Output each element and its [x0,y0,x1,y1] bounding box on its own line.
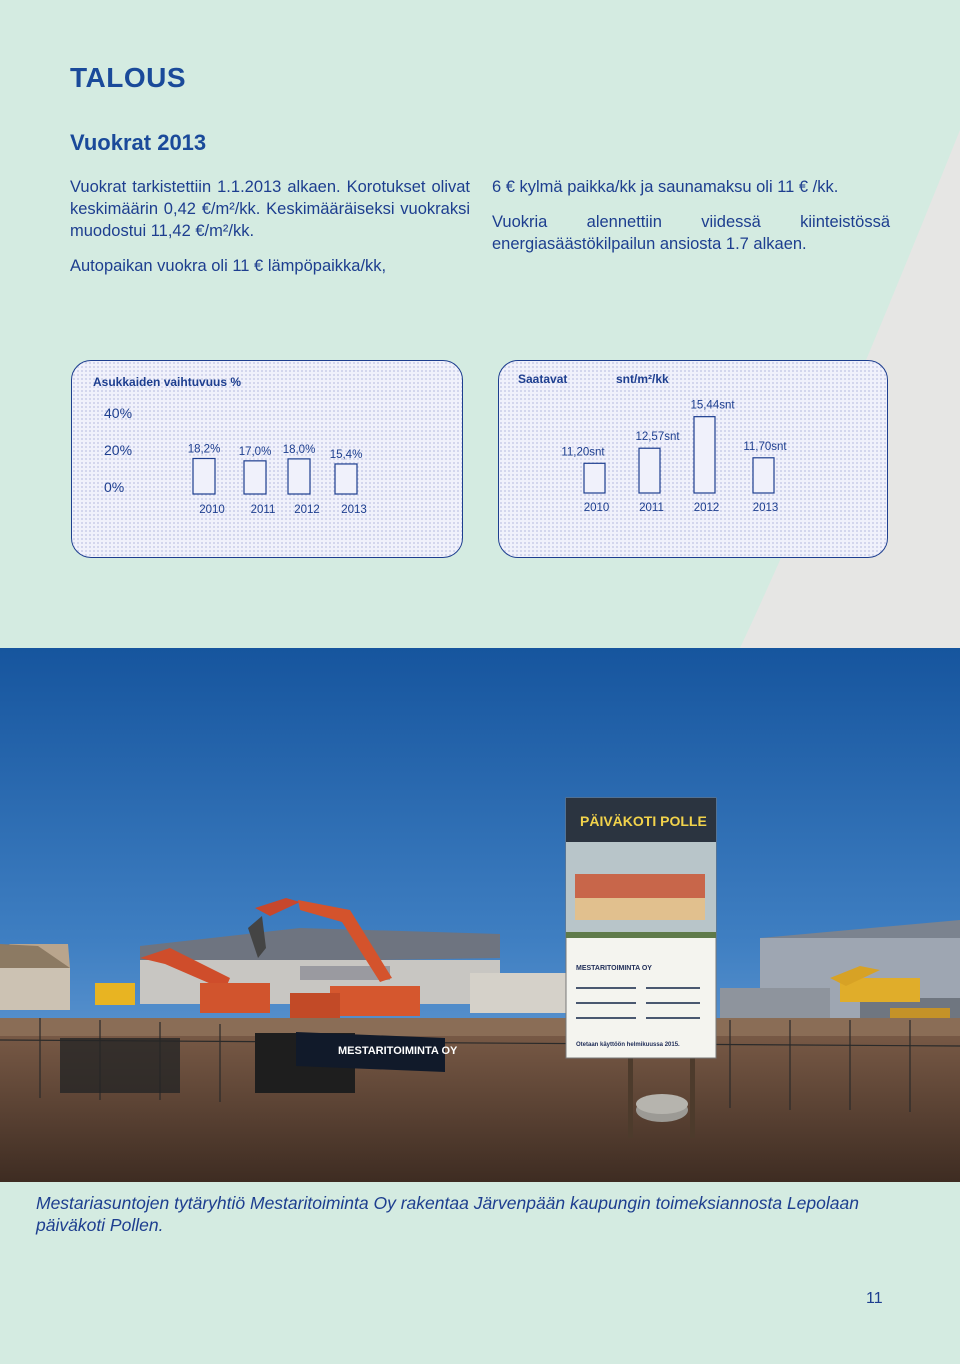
section-title: TALOUS [70,62,187,93]
banner-text: MESTARITOIMINTA OY [338,1045,458,1057]
y-tick-label: 20% [104,442,133,458]
x-tick-label: 2010 [583,502,610,514]
sign-footer: Otetaan käyttöön helmikuussa 2015. [576,1042,680,1048]
page-number: 11 [866,1290,883,1307]
chart-title: Asukkaiden vaihtuvuus % [93,375,242,389]
x-tick-label: 2010 [199,504,225,516]
company-banner [296,1032,458,1072]
bar [288,459,310,494]
paragraph: 6 € kylmä paikka/kk ja saunamaksu oli 11 € /kk. [492,178,839,196]
data-label: 11,20snt [561,446,605,459]
chart-title: Saatavat [518,372,568,386]
receivables-chart-panel [498,360,888,558]
x-tick-label: 2011 [250,504,276,516]
data-label: 15,44snt [690,399,735,412]
construction-site-photo [0,648,960,1182]
x-tick-label: 2013 [341,504,367,516]
x-tick-label: 2011 [639,502,664,514]
data-label: 12,57snt [635,431,680,444]
bar [639,448,660,493]
bar [244,461,266,494]
y-tick-label: 40% [104,405,133,421]
photo-illustration [0,648,960,1182]
sign-title: PÄIVÄKOTI POLLE [580,813,707,829]
turnover-chart [72,361,462,557]
sign-company: MESTARITOIMINTA OY [576,965,652,972]
data-label: 18,2% [187,443,221,456]
bar [694,417,715,493]
y-tick-label: 0% [104,479,125,495]
subtitle: Vuokrat 2013 [70,130,207,155]
left-text-column [70,176,470,290]
data-label: 17,0% [238,445,272,458]
data-label: 11,70snt [743,440,787,453]
data-label: 18,0% [282,443,316,456]
photo-caption: Mestariasuntojen tytäryhtiö Mestaritoiminta Oy rakentaa Järvenpään kaupungin toimeksiannosta Lepolaan päiväkoti Pollen. [36,1193,859,1235]
bar [193,459,215,494]
x-tick-label: 2012 [693,502,720,514]
paragraph: Vuokria alennettiin viidessä kiinteistössä energiasäästökilpailun ansiosta 1.7 alkaen. [492,213,890,253]
bar [753,458,774,493]
bar [335,464,357,494]
paragraph: Vuokrat tarkistettiin 1.1.2013 alkaen. Korotukset olivat keskimäärin 0,42 €/m²/kk. Keskimääräiseksi vuokraksi muodostui 11,42 €/m²/kk. [70,178,470,240]
right-text-column [492,176,890,268]
x-tick-label: 2013 [752,502,779,514]
chart-unit-label: snt/m²/kk [616,372,669,386]
x-tick-label: 2012 [294,504,320,516]
turnover-chart-panel [71,360,463,558]
bar [584,463,605,493]
receivables-chart [499,361,887,557]
paragraph: Autopaikan vuokra oli 11 € lämpöpaikka/kk, [70,257,387,275]
data-label: 15,4% [329,448,363,461]
